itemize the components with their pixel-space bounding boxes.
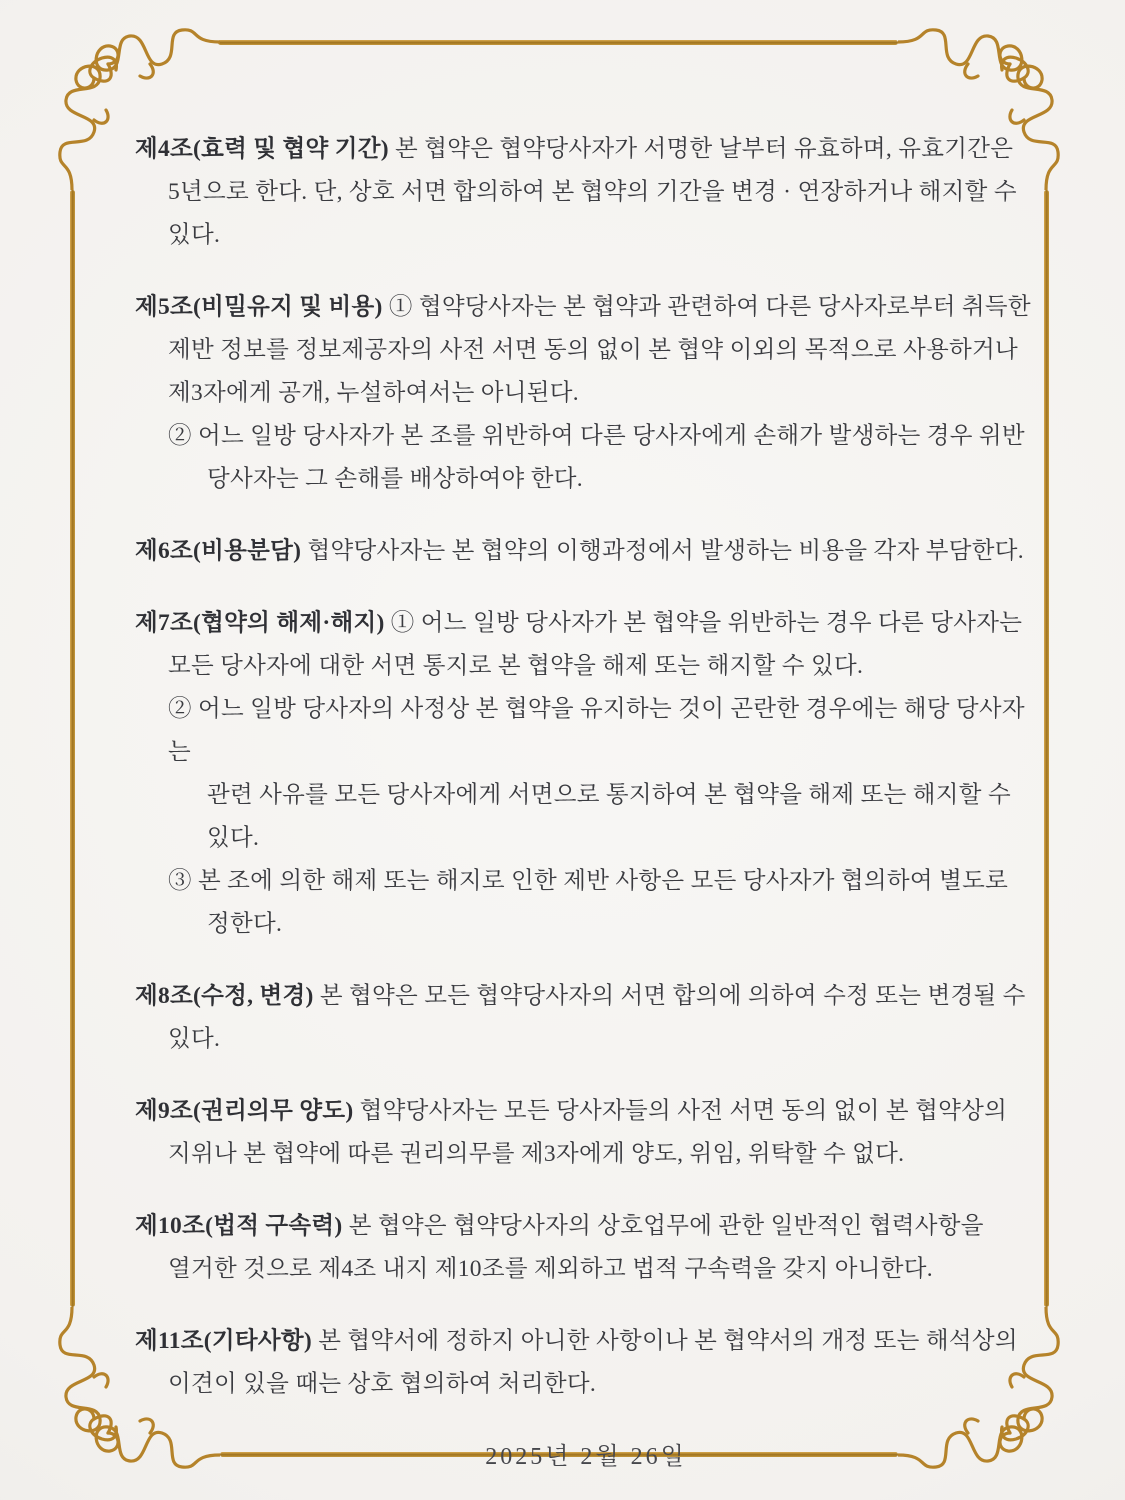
- date-line: 2025년 2월 26일: [485, 1444, 687, 1470]
- article-9: [135, 1090, 1037, 1176]
- text-line: 당사자는 그 손해를 배상하여야 한다.: [207, 466, 583, 492]
- text-line: 제6조(비용분담) 협약당사자는 본 협약의 이행과정에서 발생하는 비용을 각자 부담한다.: [135, 538, 1024, 564]
- document-body: [135, 128, 1037, 1479]
- article-6: [135, 530, 1037, 573]
- article-heading: 제7조(협약의 해제·해지): [135, 610, 385, 636]
- text-line: 모든 당사자에 대한 서면 통지로 본 협약을 해제 또는 해지할 수 있다.: [168, 653, 864, 679]
- text-line: 있다.: [168, 1026, 221, 1052]
- text-line: 관련 사유를 모든 당사자에게 서면으로 통지하여 본 협약을 해제 또는 해지할 수 있다.: [207, 782, 1011, 851]
- article-8: [135, 975, 1037, 1061]
- text-line: ② 어느 일방 당사자의 사정상 본 협약을 유지하는 것이 곤란한 경우에는 해당 당사자는: [168, 696, 1025, 765]
- article-10: [135, 1205, 1037, 1291]
- article-5: [135, 286, 1037, 501]
- text-line: 제반 정보를 정보제공자의 사전 서면 동의 없이 본 협약 이외의 목적으로 사용하거나: [168, 337, 1018, 363]
- article-4: [135, 128, 1037, 257]
- article-7: [135, 602, 1037, 946]
- text-line: 제3자에게 공개, 누설하여서는 아니된다.: [168, 380, 579, 406]
- text-line: 이견이 있을 때는 상호 협의하여 처리한다.: [168, 1371, 597, 1397]
- text-line: 열거한 것으로 제4조 내지 제10조를 제외하고 법적 구속력을 갖지 아니한다.: [168, 1256, 933, 1282]
- article-heading: 제11조(기타사항): [135, 1328, 313, 1354]
- text-line: 제5조(비밀유지 및 비용) ① 협약당사자는 본 협약과 관련하여 다른 당사자로부터 취득한: [135, 294, 1031, 320]
- article-heading: 제5조(비밀유지 및 비용): [135, 294, 383, 320]
- frame-border-left: [70, 190, 75, 1307]
- text-line: 5년으로 한다. 단, 상호 서면 합의하여 본 협약의 기간을 변경 · 연장하거나 해지할 수: [168, 179, 1017, 205]
- text-line: ② 어느 일방 당사자가 본 조를 위반하여 다른 당사자에게 손해가 발생하는 경우 위반: [168, 423, 1025, 449]
- article-heading: 제6조(비용분담): [135, 538, 302, 564]
- article-heading: 제4조(효력 및 협약 기간): [135, 136, 389, 162]
- text-line: 제4조(효력 및 협약 기간) 본 협약은 협약당사자가 서명한 날부터 유효하며, 유효기간은: [135, 136, 1014, 162]
- article-heading: 제9조(권리의무 양도): [135, 1098, 354, 1124]
- text-line: ③ 본 조에 의한 해제 또는 해지로 인한 제반 사항은 모든 당사자가 협의하여 별도로: [168, 868, 1009, 894]
- text-line: 제9조(권리의무 양도) 협약당사자는 모든 당사자들의 사전 서면 동의 없이 본 협약상의: [135, 1098, 1008, 1124]
- text-line: 제8조(수정, 변경) 본 협약은 모든 협약당사자의 서면 합의에 의하여 수정 또는 변경될 수: [135, 983, 1026, 1009]
- article-heading: 제10조(법적 구속력): [135, 1213, 343, 1239]
- article-11: [135, 1320, 1037, 1406]
- article-heading: 제8조(수정, 변경): [135, 983, 314, 1009]
- text-line: 제11조(기타사항) 본 협약서에 정하지 아니한 사항이나 본 협약서의 개정 또는 해석상의: [135, 1328, 1018, 1354]
- text-line: 정한다.: [207, 911, 283, 937]
- text-line: 있다.: [168, 222, 221, 248]
- text-line: 제7조(협약의 해제·해지) ① 어느 일방 당사자가 본 협약을 위반하는 경우 다른 당사자는: [135, 610, 1023, 636]
- frame-border-right: [1044, 190, 1049, 1307]
- frame-border-top: [218, 40, 898, 45]
- text-line: 지위나 본 협약에 따른 권리의무를 제3자에게 양도, 위임, 위탁할 수 없다.: [168, 1141, 905, 1167]
- text-line: 제10조(법적 구속력) 본 협약은 협약당사자의 상호업무에 관한 일반적인 협력사항을: [135, 1213, 984, 1239]
